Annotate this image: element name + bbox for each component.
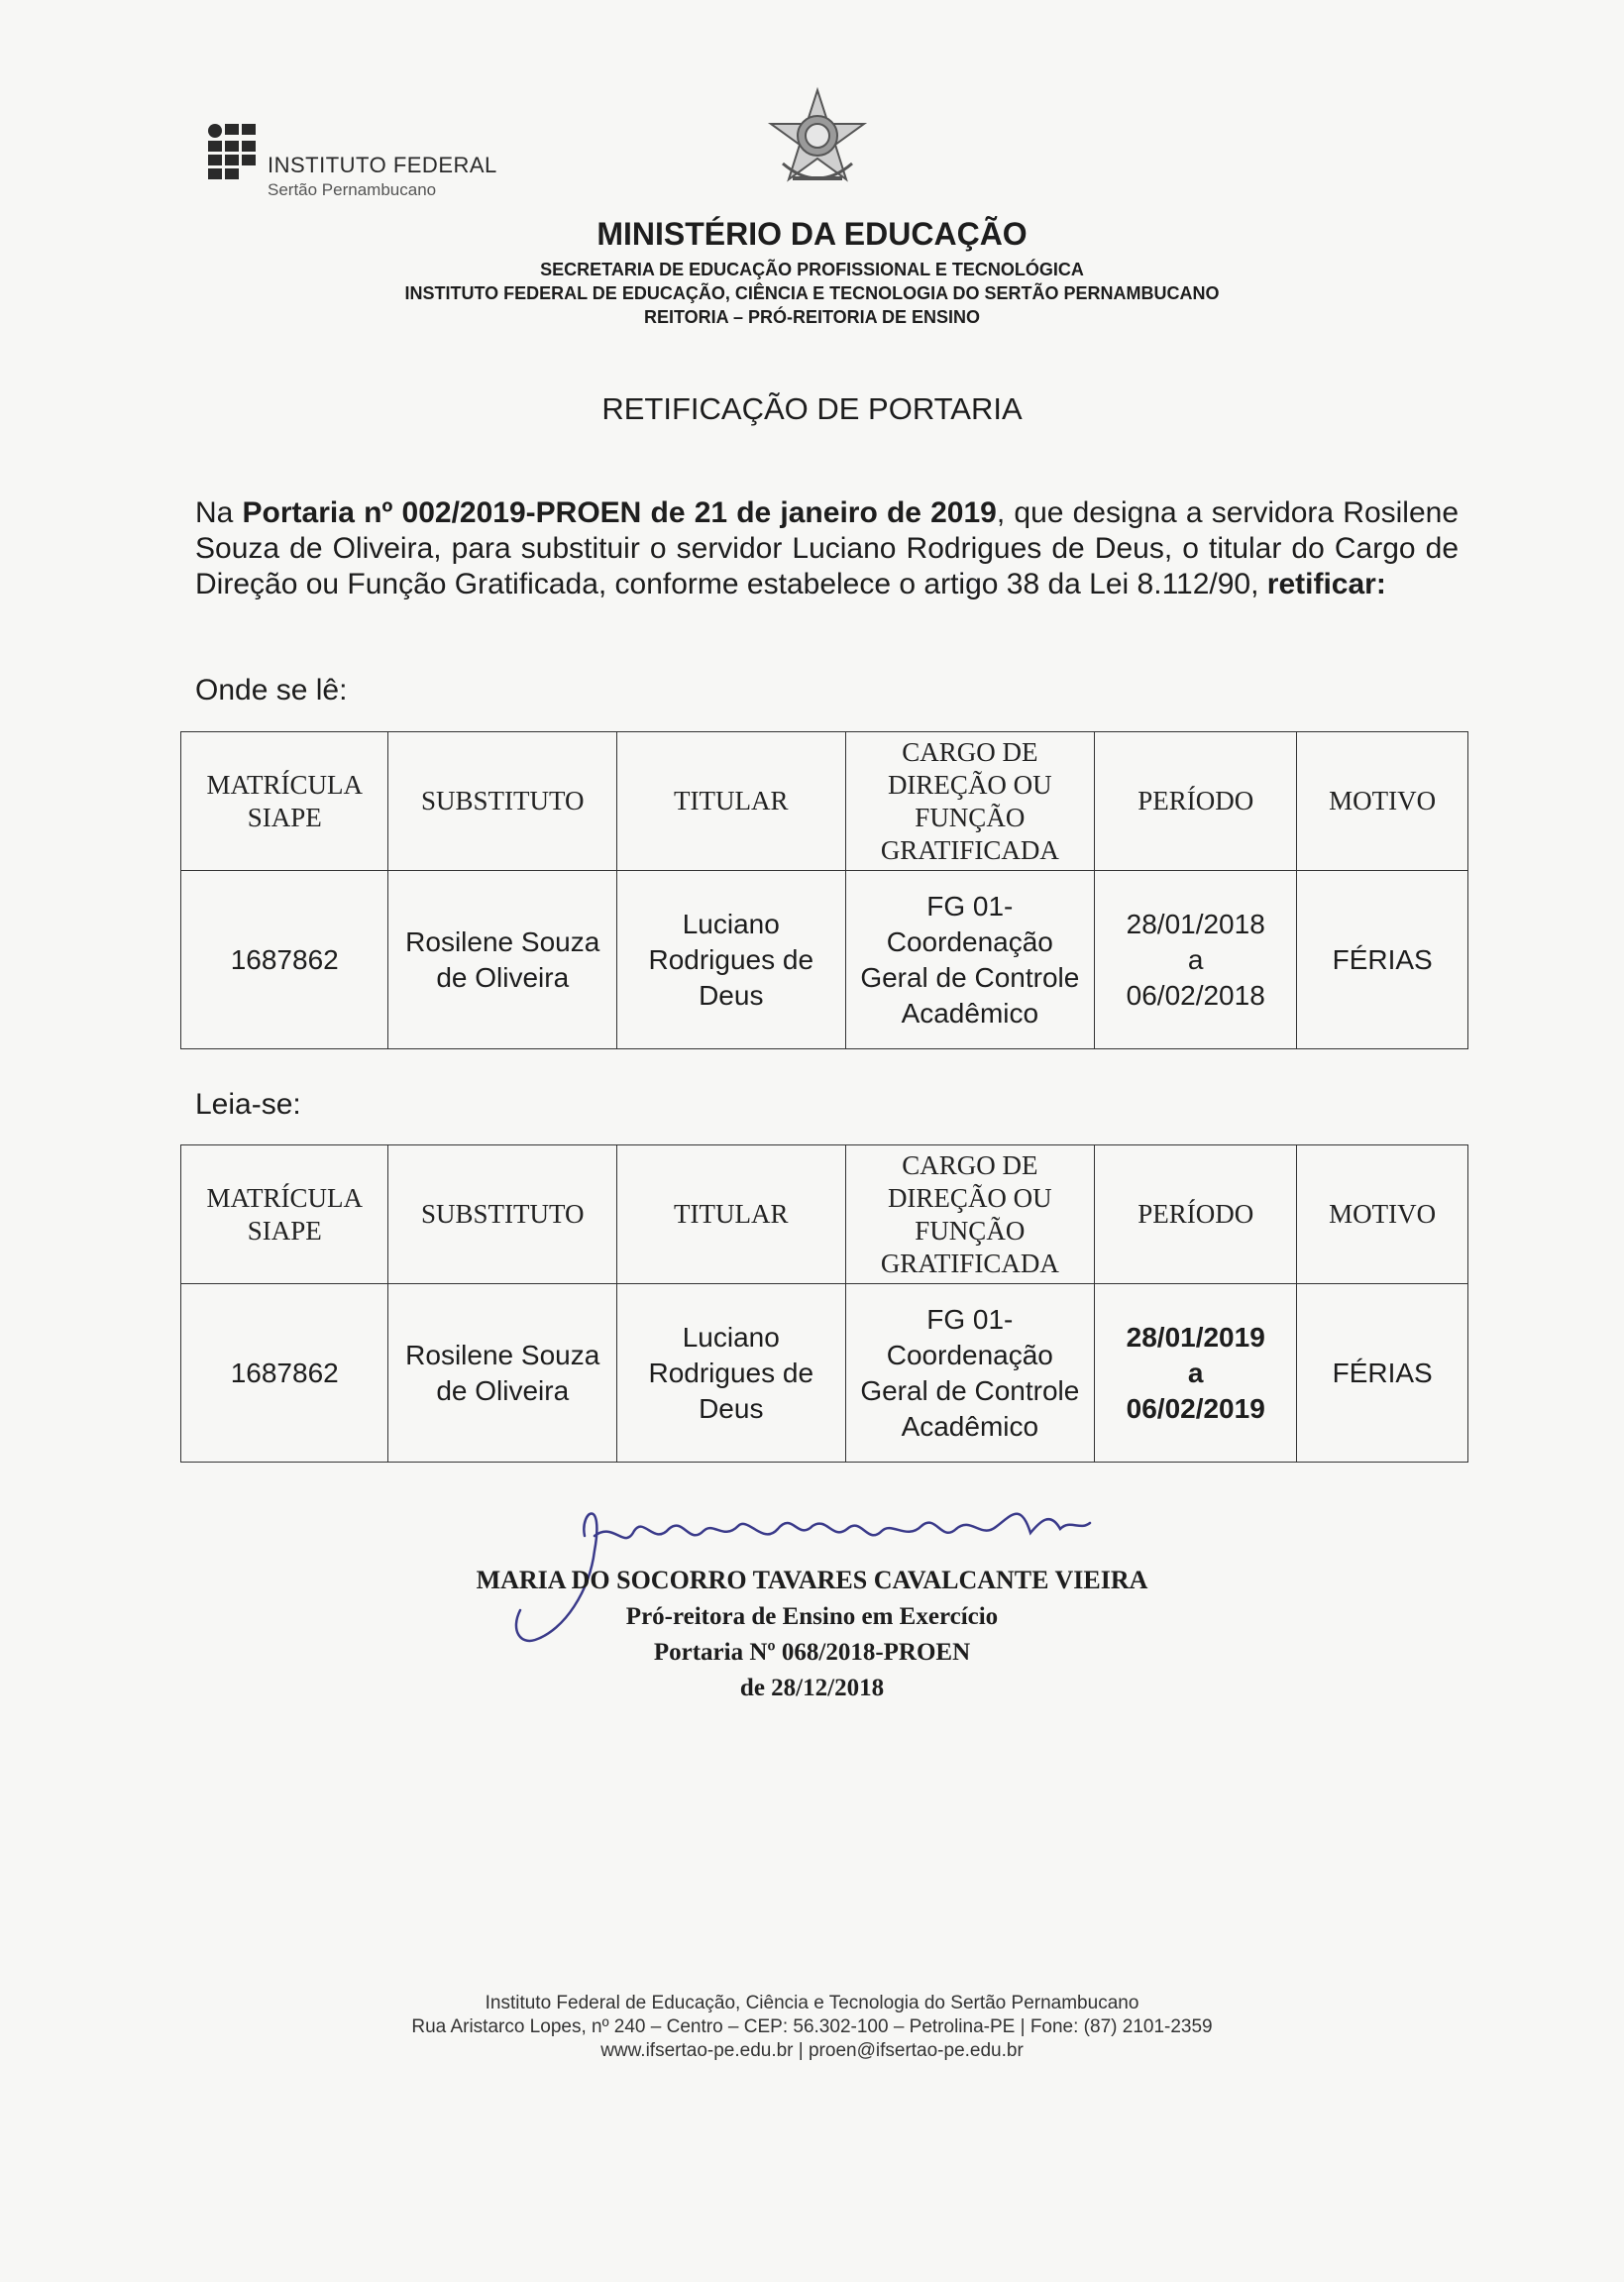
body-paragraph — [195, 495, 1459, 602]
periodo-fim: 06/02/2019 — [1126, 1392, 1265, 1424]
header-periodo: PERÍODO — [1095, 732, 1297, 871]
header-matricula: MATRÍCULA SIAPE — [181, 1145, 388, 1284]
table-header-row — [181, 732, 1468, 871]
retificar-keyword: retificar: — [1266, 568, 1386, 600]
header-cargo: CARGO DE DIREÇÃO OU FUNÇÃO GRATIFICADA — [845, 732, 1095, 871]
periodo-inicio: 28/01/2018 — [1126, 908, 1265, 939]
table-onde-se-le — [180, 731, 1468, 1049]
coat-of-arms-icon — [763, 84, 872, 193]
periodo-fim: 06/02/2018 — [1126, 979, 1265, 1011]
institution-logo — [208, 119, 505, 208]
logo-name: INSTITUTO FEDERAL — [268, 153, 497, 177]
cell-periodo — [1095, 871, 1297, 1049]
cell-motivo: FÉRIAS — [1297, 871, 1468, 1049]
header-motivo: MOTIVO — [1297, 732, 1468, 871]
header-motivo: MOTIVO — [1297, 1145, 1468, 1284]
cell-cargo: FG 01- Coordenação Geral de Controle Acadêmico — [845, 1284, 1095, 1463]
signatory-name: MARIA DO SOCORRO TAVARES CAVALCANTE VIEIRA — [476, 1566, 1148, 1594]
periodo-separator: a — [1187, 943, 1204, 975]
header-line-3: REITORIA – PRÓ-REITORIA DE ENSINO — [643, 307, 981, 327]
header-substituto: SUBSTITUTO — [388, 1145, 617, 1284]
signatory-role: Pró-reitora de Ensino em Exercício — [625, 1603, 999, 1630]
header-line-2: INSTITUTO FEDERAL DE EDUCAÇÃO, CIÊNCIA E TECNOLOGIA DO SERTÃO PERNAMBUCANO — [404, 283, 1220, 303]
cell-cargo: FG 01- Coordenação Geral de Controle Acadêmico — [845, 871, 1095, 1049]
header-line-1: SECRETARIA DE EDUCAÇÃO PROFISSIONAL E TECNOLÓGICA — [540, 260, 1084, 279]
label-leia-se: Leia-se: — [195, 1088, 301, 1121]
cell-titular: Luciano Rodrigues de Deus — [617, 1284, 846, 1463]
paragraph-part-1: Na — [195, 496, 243, 529]
paragraph-part-3: , que designa a servidora Rosilene Souza de Oliveira, para substituir o servidor Luciano Rodrigues de Deus, o titular do Cargo de Direção ou Função Gratificada, conforme estabelece o artigo 38 da Lei 8.112/90, — [195, 496, 1460, 600]
logo-mark-icon — [208, 124, 256, 182]
document-title: RETIFICAÇÃO DE PORTARIA — [601, 391, 1023, 426]
ministry-heading: MINISTÉRIO DA EDUCAÇÃO — [596, 216, 1028, 252]
label-onde-se-le: Onde se lê: — [195, 674, 348, 706]
footer-line-1: Instituto Federal de Educação, Ciência e Tecnologia do Sertão Pernambucano — [485, 1993, 1139, 2013]
table-row — [181, 1284, 1468, 1463]
periodo-separator: a — [1187, 1357, 1204, 1388]
footer-line-2: Rua Aristarco Lopes, nº 240 – Centro – CEP: 56.302-100 – Petrolina-PE | Fone: (87) 2101-2359 — [411, 2016, 1213, 2037]
header-substituto: SUBSTITUTO — [388, 732, 617, 871]
header-periodo: PERÍODO — [1095, 1145, 1297, 1284]
footer-line-3: www.ifsertao-pe.edu.br | proen@ifsertao-pe.edu.br — [600, 2040, 1024, 2061]
table-header-row — [181, 1145, 1468, 1284]
table-row — [181, 871, 1468, 1049]
cell-siape: 1687862 — [181, 1284, 388, 1463]
header-titular: TITULAR — [617, 1145, 846, 1284]
cell-substituto: Rosilene Souza de Oliveira — [388, 871, 617, 1049]
cell-substituto: Rosilene Souza de Oliveira — [388, 1284, 617, 1463]
periodo-inicio: 28/01/2019 — [1126, 1321, 1265, 1353]
table-leia-se — [180, 1144, 1468, 1463]
signatory-portaria: Portaria Nº 068/2018-PROEN — [653, 1639, 971, 1666]
signatory-date: de 28/12/2018 — [739, 1675, 885, 1701]
header-titular: TITULAR — [617, 732, 846, 871]
header-matricula: MATRÍCULA SIAPE — [181, 732, 388, 871]
cell-motivo: FÉRIAS — [1297, 1284, 1468, 1463]
cell-siape: 1687862 — [181, 871, 388, 1049]
cell-titular: Luciano Rodrigues de Deus — [617, 871, 846, 1049]
portaria-reference: Portaria nº 002/2019-PROEN de 21 de janeiro de 2019 — [242, 496, 997, 529]
cell-periodo — [1095, 1284, 1297, 1463]
logo-subname: Sertão Pernambucano — [268, 180, 437, 199]
header-cargo: CARGO DE DIREÇÃO OU FUNÇÃO GRATIFICADA — [845, 1145, 1095, 1284]
